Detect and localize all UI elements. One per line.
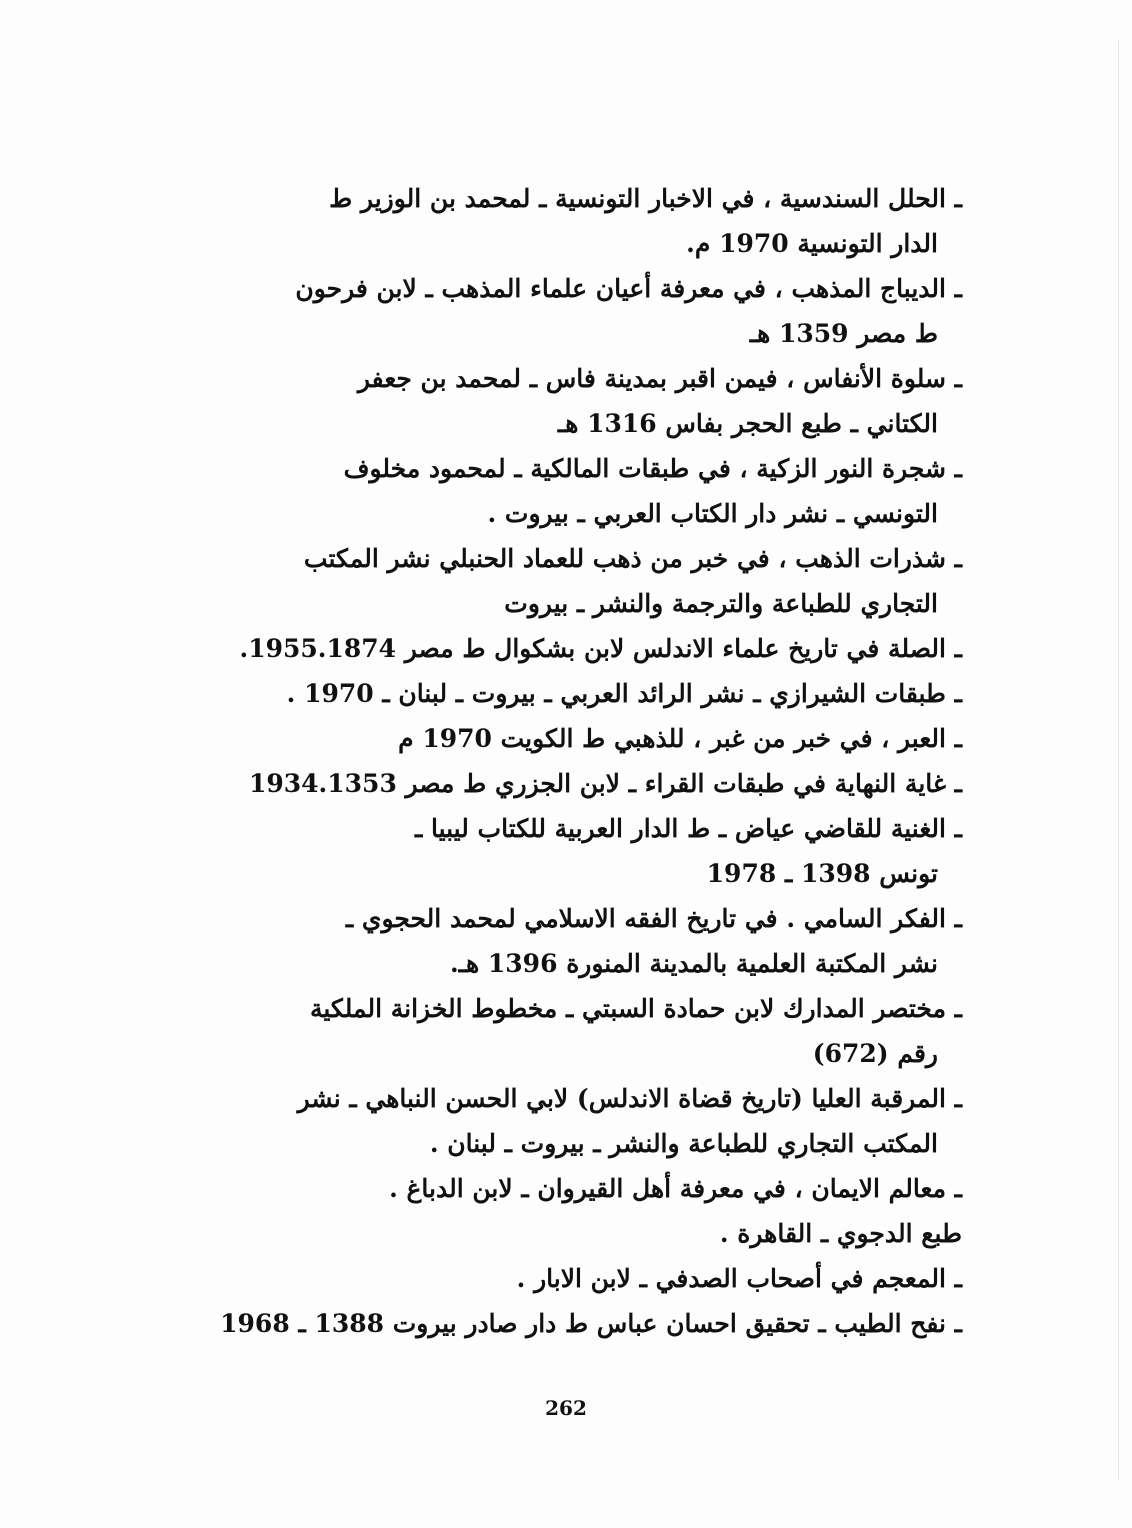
list-item xyxy=(142,671,962,716)
list-item xyxy=(142,536,962,626)
entry-first-line: ـ معالم الايمان ، في معرفة أهل القيروان ـ لابن الدباغ . xyxy=(389,1174,962,1203)
page-number: 262 xyxy=(545,1396,587,1420)
list-item xyxy=(142,1256,962,1301)
entry-first-line: ـ الصلة في تاريخ علماء الاندلس لابن بشكوال ط مصر 1955.1874. xyxy=(239,634,962,663)
entry-first-line: ـ شجرة النور الزكية ، في طبقات المالكية ـ لمحمود مخلوف xyxy=(343,454,962,483)
entry-continuation: التونسي ـ نشر دار الكتاب العربي ـ بيروت . xyxy=(487,499,938,528)
list-item xyxy=(142,716,962,761)
entry-continuation: الكتاني ـ طبع الحجر بفاس 1316 هـ xyxy=(557,409,938,438)
entry-first-line: ـ الغنية للقاضي عياض ـ ط الدار العربية للكتاب ليبيا ـ xyxy=(414,814,962,843)
list-item xyxy=(142,806,962,896)
list-item xyxy=(142,1166,962,1211)
entry-first-line: ـ الديباج المذهب ، في معرفة أعيان علماء المذهب ـ لابن فرحون xyxy=(295,274,962,303)
entry-first-line: ـ نفح الطيب ـ تحقيق احسان عباس ط دار صادر بيروت 1388 ـ 1968 xyxy=(220,1309,962,1338)
entry-continuation: التجاري للطباعة والترجمة والنشر ـ بيروت xyxy=(504,589,938,618)
entry-continuation: المكتب التجاري للطباعة والنشر ـ بيروت ـ لبنان . xyxy=(429,1129,938,1158)
entry-first-line: ـ العبر ، في خبر من غبر ، للذهبي ط الكويت 1970 م xyxy=(398,724,962,753)
list-item xyxy=(142,761,962,806)
entry-unprefixed-line: طبع الدجوي ـ القاهرة . xyxy=(719,1219,962,1248)
entry-first-line: ـ المعجم في أصحاب الصدفي ـ لابن الابار . xyxy=(516,1264,962,1293)
entry-first-line: ـ سلوة الأنفاس ، فيمن اقبر بمدينة فاس ـ لمحمد بن جعفر xyxy=(357,364,962,393)
entry-continuation: نشر المكتبة العلمية بالمدينة المنورة 1396 هـ. xyxy=(449,949,938,978)
list-item xyxy=(142,176,962,266)
entry-first-line: ـ شذرات الذهب ، في خبر من ذهب للعماد الحنبلي نشر المكتب xyxy=(303,544,962,573)
page-edge-line xyxy=(1118,40,1119,1480)
entry-continuation: الدار التونسية 1970 م. xyxy=(686,229,938,258)
list-item xyxy=(142,626,962,671)
entry-continuation: تونس 1398 ـ 1978 xyxy=(706,859,938,888)
list-item xyxy=(142,1211,962,1256)
entry-first-line: ـ طبقات الشيرازي ـ نشر الرائد العربي ـ بيروت ـ لبنان ـ 1970 . xyxy=(286,679,962,708)
bibliography-list xyxy=(142,176,962,1346)
list-item xyxy=(142,266,962,356)
entry-first-line: ـ المرقبة العليا (تاريخ قضاة الاندلس) لابي الحسن النباهي ـ نشر xyxy=(297,1084,962,1113)
list-item xyxy=(142,986,962,1076)
list-item xyxy=(142,896,962,986)
list-item xyxy=(142,446,962,536)
list-item xyxy=(142,356,962,446)
entry-first-line: ـ مختصر المدارك لابن حمادة السبتي ـ مخطوط الخزانة الملكية xyxy=(309,994,962,1023)
entry-first-line: ـ الحلل السندسية ، في الاخبار التونسية ـ لمحمد بن الوزير ط xyxy=(329,184,962,213)
entry-first-line: ـ الفكر السامي . في تاريخ الفقه الاسلامي لمحمد الحجوي ـ xyxy=(345,904,962,933)
list-item xyxy=(142,1301,962,1346)
entry-continuation: ط مصر 1359 هـ xyxy=(749,319,938,348)
list-item xyxy=(142,1076,962,1166)
entry-first-line: ـ غاية النهاية في طبقات القراء ـ لابن الجزري ط مصر 1934.1353 xyxy=(248,769,962,798)
entry-continuation: رقم (672) xyxy=(812,1039,938,1068)
